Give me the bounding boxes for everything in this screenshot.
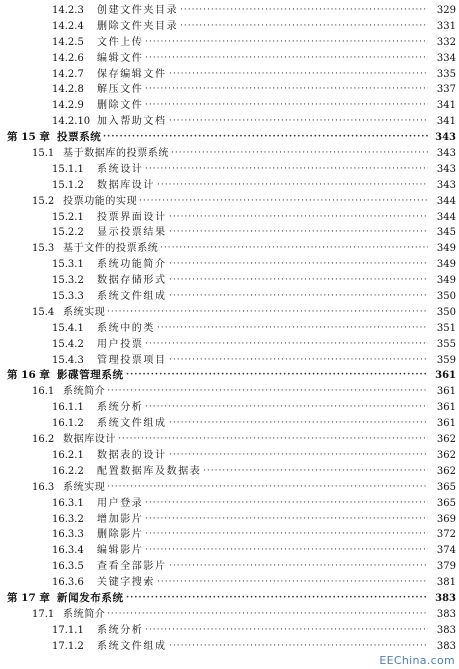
toc-subsection-entry xyxy=(0,114,459,130)
entry-title: 显示投票结果 xyxy=(97,227,167,239)
toc-subsection-entry xyxy=(0,639,459,655)
entry-page-number: 362 xyxy=(436,434,456,446)
toc-subsection-entry xyxy=(0,464,459,480)
entry-title: 管理投票项目 xyxy=(97,354,167,366)
entry-number: 第 17 章 xyxy=(7,591,50,604)
dot-leader xyxy=(145,337,428,353)
entry-number: 15.2.1 xyxy=(52,211,84,223)
dot-leader xyxy=(169,273,428,289)
entry-title: 基于数据库的投票系统 xyxy=(63,148,169,160)
entry-title: 加入帮助文档 xyxy=(97,116,167,128)
dot-leader xyxy=(107,607,428,623)
dot-leader xyxy=(157,321,428,337)
entry-page-number: 361 xyxy=(436,402,456,414)
entry-title: 系统功能简介 xyxy=(97,259,167,271)
toc-section-entry xyxy=(0,432,459,448)
toc-subsection-entry xyxy=(0,67,459,83)
toc-subsection-entry xyxy=(0,98,459,114)
entry-title: 投票系统 xyxy=(57,131,102,144)
toc-subsection-entry xyxy=(0,527,459,543)
entry-page-number: 351 xyxy=(436,322,456,334)
entry-title: 文件上传 xyxy=(97,36,144,48)
entry-number: 15.4.2 xyxy=(52,338,84,350)
toc-subsection-entry xyxy=(0,210,459,226)
entry-number: 14.2.8 xyxy=(52,84,84,96)
dot-leader xyxy=(139,194,428,210)
toc-subsection-entry xyxy=(0,448,459,464)
dot-leader xyxy=(126,591,428,607)
dot-leader xyxy=(103,130,428,146)
entry-title: 关键字搜索 xyxy=(97,577,155,589)
toc-subsection-entry xyxy=(0,162,459,178)
entry-number: 14.2.7 xyxy=(52,68,84,80)
entry-title: 创建文件夹目录 xyxy=(97,5,179,16)
entry-number: 15.2.2 xyxy=(52,227,84,239)
dot-leader xyxy=(145,51,428,67)
entry-number: 14.2.3 xyxy=(52,5,84,16)
entry-number: 14.2.10 xyxy=(52,116,91,128)
toc-subsection-entry xyxy=(0,19,459,35)
entry-page-number: 365 xyxy=(436,497,456,509)
entry-page-number: 335 xyxy=(436,68,456,80)
entry-title: 解压文件 xyxy=(97,84,144,96)
entry-number: 16.2 xyxy=(32,434,55,446)
entry-title: 数据表的设计 xyxy=(97,449,167,461)
toc-chapter-entry xyxy=(0,368,459,384)
toc-subsection-entry xyxy=(0,51,459,67)
toc-section-entry xyxy=(0,305,459,321)
dot-leader xyxy=(169,210,428,226)
entry-number: 15.1.2 xyxy=(52,179,84,191)
dot-leader xyxy=(169,257,428,273)
entry-title: 系统文件组成 xyxy=(97,640,167,652)
entry-page-number: 383 xyxy=(435,592,456,604)
dot-leader xyxy=(160,241,428,257)
entry-number: 15.1.1 xyxy=(52,163,84,175)
entry-page-number: 349 xyxy=(436,259,456,271)
entry-page-number: 361 xyxy=(436,386,456,398)
dot-leader xyxy=(107,384,428,400)
toc-section-entry xyxy=(0,194,459,210)
toc-chapter-entry xyxy=(0,591,459,607)
dot-leader xyxy=(145,400,428,416)
entry-number: 16.1.1 xyxy=(52,402,84,414)
entry-page-number: 365 xyxy=(436,481,456,493)
entry-title: 数据存储形式 xyxy=(97,275,167,287)
entry-number: 17.1.2 xyxy=(52,640,84,652)
entry-title: 系统文件组成 xyxy=(97,418,167,430)
entry-title: 数据库设计 xyxy=(97,179,155,191)
toc-subsection-entry xyxy=(0,400,459,416)
entry-title: 投票界面设计 xyxy=(97,211,167,223)
entry-title: 用户投票 xyxy=(97,338,144,350)
toc-subsection-entry xyxy=(0,353,459,369)
toc-section-entry xyxy=(0,384,459,400)
entry-page-number: 341 xyxy=(436,116,456,128)
entry-number: 16.3.5 xyxy=(52,561,84,573)
toc-section-entry xyxy=(0,607,459,623)
dot-leader xyxy=(107,480,428,496)
entry-page-number: 350 xyxy=(436,306,456,318)
entry-page-number: 349 xyxy=(436,275,456,287)
dot-leader xyxy=(169,114,428,130)
entry-number: 第 15 章 xyxy=(7,131,50,144)
dot-leader xyxy=(169,353,428,369)
entry-page-number: 361 xyxy=(435,370,456,382)
toc-subsection-entry xyxy=(0,257,459,273)
dot-leader xyxy=(169,639,428,655)
entry-page-number: 372 xyxy=(436,529,456,541)
entry-page-number: 341 xyxy=(436,100,456,112)
entry-title: 系统分析 xyxy=(97,402,144,414)
entry-number: 15.2 xyxy=(32,195,55,207)
dot-leader xyxy=(169,225,428,241)
entry-page-number: 350 xyxy=(436,291,456,303)
dot-leader xyxy=(145,98,428,114)
toc-section-entry xyxy=(0,480,459,496)
toc-subsection-entry xyxy=(0,3,459,19)
entry-title: 编辑影片 xyxy=(97,545,144,557)
dot-leader xyxy=(180,3,428,19)
dot-leader xyxy=(145,527,428,543)
dot-leader xyxy=(169,416,428,432)
toc-section-entry xyxy=(0,241,459,257)
entry-number: 16.1.2 xyxy=(52,418,84,430)
entry-page-number: 355 xyxy=(436,338,456,350)
entry-page-number: 383 xyxy=(436,624,456,636)
table-of-contents xyxy=(0,3,459,655)
entry-page-number: 379 xyxy=(436,561,456,573)
entry-number: 15.1 xyxy=(32,148,55,160)
entry-number: 16.2.2 xyxy=(52,465,84,477)
entry-title: 保存编辑文件 xyxy=(97,68,167,80)
entry-number: 15.3.3 xyxy=(52,291,84,303)
entry-title: 投票功能的实现 xyxy=(63,195,138,207)
entry-title: 删除文件夹目录 xyxy=(97,20,179,32)
dot-leader xyxy=(145,35,428,51)
entry-number: 15.3.1 xyxy=(52,259,84,271)
entry-number: 14.2.6 xyxy=(52,52,84,64)
entry-title: 影碟管理系统 xyxy=(57,369,124,382)
toc-subsection-entry xyxy=(0,178,459,194)
toc-subsection-entry xyxy=(0,543,459,559)
dot-leader xyxy=(145,512,428,528)
entry-page-number: 343 xyxy=(436,148,456,160)
entry-page-number: 343 xyxy=(436,179,456,191)
entry-page-number: 369 xyxy=(436,513,456,525)
entry-page-number: 343 xyxy=(435,132,456,144)
entry-number: 16.3.3 xyxy=(52,529,84,541)
dot-leader xyxy=(171,146,428,162)
entry-page-number: 361 xyxy=(436,418,456,430)
entry-title: 编辑文件 xyxy=(97,52,144,64)
entry-title: 系统设计 xyxy=(97,163,144,175)
entry-title: 系统简介 xyxy=(63,386,106,398)
watermark-logo: EEChina.com xyxy=(379,654,455,667)
entry-number: 17.1.1 xyxy=(52,624,84,636)
entry-page-number: 349 xyxy=(436,243,456,255)
dot-leader xyxy=(169,67,428,83)
entry-page-number: 334 xyxy=(436,52,456,64)
entry-number: 16.1 xyxy=(32,386,55,398)
entry-title: 系统分析 xyxy=(97,624,144,636)
entry-number: 16.3.4 xyxy=(52,545,84,557)
dot-leader xyxy=(145,496,428,512)
entry-number: 16.3 xyxy=(32,481,55,493)
dot-leader xyxy=(157,575,428,591)
entry-number: 15.3 xyxy=(32,243,55,255)
toc-subsection-entry xyxy=(0,496,459,512)
toc-subsection-entry xyxy=(0,289,459,305)
toc-subsection-entry xyxy=(0,575,459,591)
entry-page-number: 332 xyxy=(436,36,456,48)
entry-title: 系统简介 xyxy=(63,608,106,620)
toc-subsection-entry xyxy=(0,416,459,432)
entry-number: 16.3.6 xyxy=(52,577,84,589)
entry-title: 系统文件组成 xyxy=(97,291,167,303)
dot-leader xyxy=(157,178,428,194)
dot-leader xyxy=(126,368,428,384)
entry-title: 新闻发布系统 xyxy=(57,591,124,604)
dot-leader xyxy=(169,559,428,575)
dot-leader xyxy=(203,464,428,480)
entry-page-number: 381 xyxy=(436,577,456,589)
entry-title: 系统中的类 xyxy=(97,322,155,334)
toc-subsection-entry xyxy=(0,225,459,241)
entry-number: 16.2.1 xyxy=(52,449,84,461)
toc-subsection-entry xyxy=(0,512,459,528)
entry-page-number: 343 xyxy=(436,163,456,175)
entry-page-number: 383 xyxy=(436,608,456,620)
entry-number: 17.1 xyxy=(32,608,55,620)
toc-subsection-entry xyxy=(0,35,459,51)
entry-title: 删除影片 xyxy=(97,529,144,541)
dot-leader xyxy=(145,543,428,559)
entry-number: 15.3.2 xyxy=(52,275,84,287)
entry-number: 14.2.4 xyxy=(52,20,84,32)
entry-title: 查看全部影片 xyxy=(97,561,167,573)
entry-page-number: 362 xyxy=(436,449,456,461)
entry-title: 配置数据库及数据表 xyxy=(97,465,202,477)
entry-number: 15.4 xyxy=(32,306,55,318)
dot-leader xyxy=(107,305,428,321)
entry-title: 数据库设计 xyxy=(63,434,116,446)
toc-subsection-entry xyxy=(0,273,459,289)
toc-subsection-entry xyxy=(0,321,459,337)
entry-page-number: 344 xyxy=(436,195,456,207)
entry-page-number: 359 xyxy=(436,354,456,366)
dot-leader xyxy=(169,289,428,305)
toc-subsection-entry xyxy=(0,337,459,353)
entry-number: 16.3.1 xyxy=(52,497,84,509)
entry-page-number: 344 xyxy=(436,211,456,223)
entry-number: 第 16 章 xyxy=(7,369,50,382)
toc-subsection-entry xyxy=(0,623,459,639)
toc-subsection-entry xyxy=(0,559,459,575)
entry-number: 16.3.2 xyxy=(52,513,84,525)
entry-page-number: 345 xyxy=(436,227,456,239)
entry-title: 增加影片 xyxy=(97,513,144,525)
entry-page-number: 337 xyxy=(436,84,456,96)
dot-leader xyxy=(145,623,428,639)
entry-title: 删除文件 xyxy=(97,100,144,112)
toc-subsection-entry xyxy=(0,82,459,98)
dot-leader xyxy=(118,432,428,448)
entry-number: 14.2.5 xyxy=(52,36,84,48)
dot-leader xyxy=(145,82,428,98)
entry-page-number: 329 xyxy=(436,5,456,16)
entry-number: 15.4.3 xyxy=(52,354,84,366)
entry-title: 系统实现 xyxy=(63,481,106,493)
entry-number: 14.2.9 xyxy=(52,100,84,112)
entry-page-number: 362 xyxy=(436,465,456,477)
dot-leader xyxy=(180,19,428,35)
toc-chapter-entry xyxy=(0,130,459,146)
entry-title: 用户登录 xyxy=(97,497,144,509)
entry-page-number: 374 xyxy=(436,545,456,557)
entry-title: 系统实现 xyxy=(63,306,106,318)
toc-section-entry xyxy=(0,146,459,162)
entry-page-number: 331 xyxy=(436,20,456,32)
entry-title: 基于文件的投票系统 xyxy=(63,243,159,255)
dot-leader xyxy=(169,448,428,464)
entry-page-number: 383 xyxy=(436,640,456,652)
entry-number: 15.4.1 xyxy=(52,322,84,334)
dot-leader xyxy=(145,162,428,178)
